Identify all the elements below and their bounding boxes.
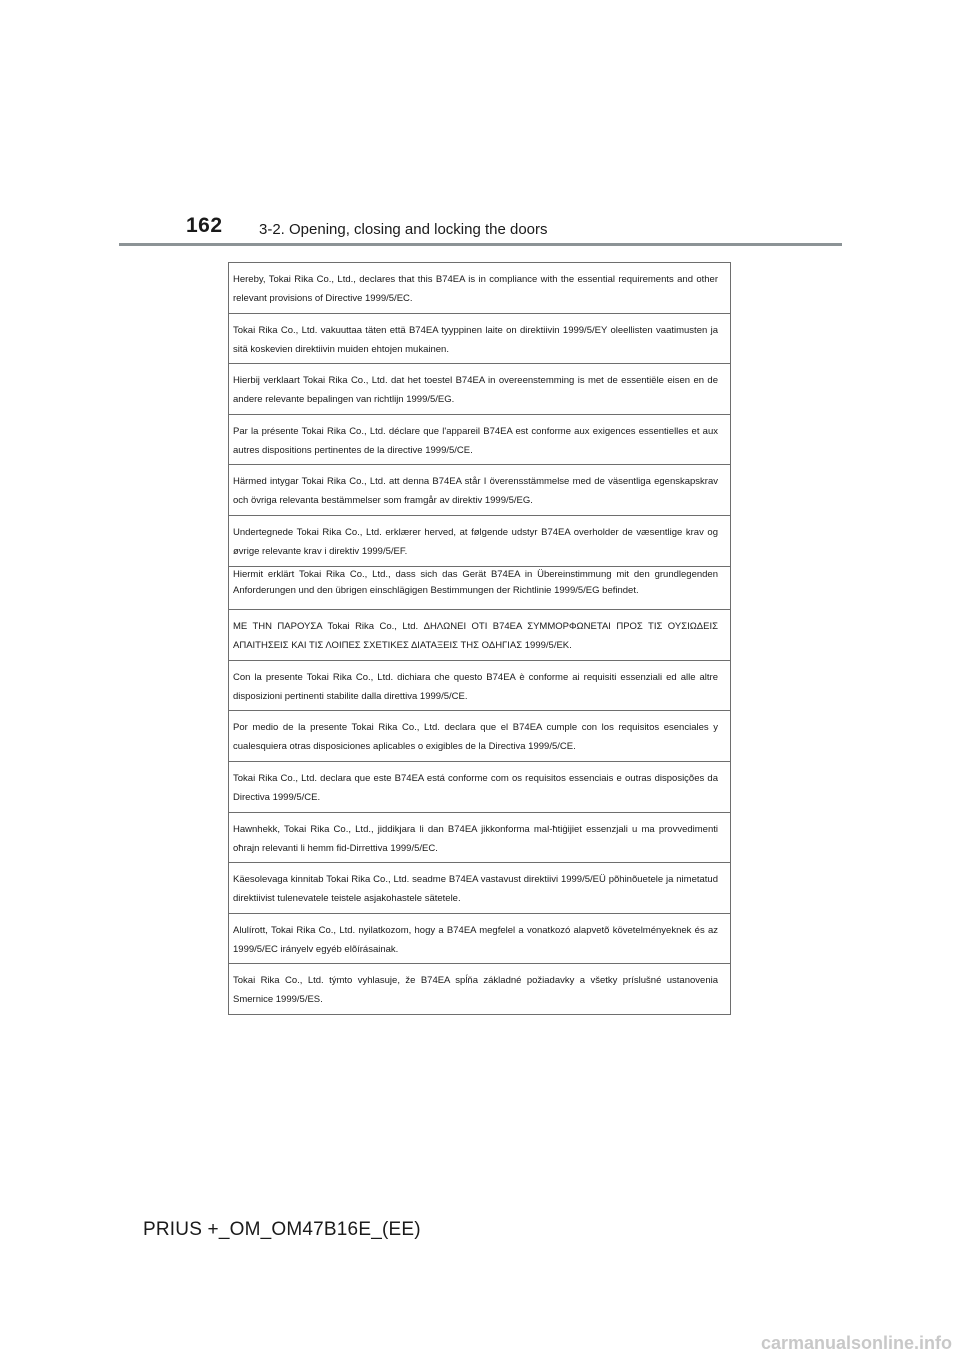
declaration-swedish: Härmed intygar Tokai Rika Co., Ltd. att denna B74EA står I överensstämmelse med de väsentliga egenskapskrav och övriga relevanta bestämmelser som framgår av direktiv 1999/5/EG. (229, 464, 730, 515)
manual-code: PRIUS +_OM_OM47B16E_(EE) (143, 1219, 421, 1240)
watermark: carmanualsonline.info (760, 1333, 952, 1353)
declaration-spanish: Por medio de la presente Tokai Rika Co., Ltd. declara que el B74EA cumple con los requisitos esenciales y cualesquiera otras disposiciones aplicables o exigibles de la Directiva 1999/5/CE. (229, 710, 730, 761)
header-rule (119, 243, 842, 246)
declaration-italian: Con la presente Tokai Rika Co., Ltd. dichiara che questo B74EA è conforme ai requisiti essenziali ed alle altre disposizioni pertinenti stabilite dalla direttiva 1999/5/CE. (229, 660, 730, 711)
section-title: 3-2. Opening, closing and locking the doors (259, 221, 548, 238)
declaration-danish: Undertegnede Tokai Rika Co., Ltd. erklærer herved, at følgende udstyr B74EA overholder de væsentlige krav og øvrige relevante krav i direktiv 1999/5/EF. (229, 515, 730, 566)
declaration-table (228, 262, 731, 1015)
declaration-english: Hereby, Tokai Rika Co., Ltd., declares that this B74EA is in compliance with the essential requirements and other relevant provisions of Directive 1999/5/EC. (233, 274, 718, 304)
declaration-german: Hiermit erklärt Tokai Rika Co., Ltd., dass sich das Gerät B74EA in Übereinstimmung mit den grundlegenden Anforderungen und den übrigen einschlägigen Bestimmungen der Richtlinie 1999/5/EG befindet. (229, 566, 730, 610)
declaration-slovak: Tokai Rika Co., Ltd. týmto vyhlasuje, že B74EA spĺňa základné požiadavky a všetky príslušné ustanovenia Smernice 1999/5/ES. (229, 963, 730, 1014)
declaration-dutch: Hierbij verklaart Tokai Rika Co., Ltd. dat het toestel B74EA in overeenstemming is met de essentiële eisen en de andere relevante bepalingen van richtlijn 1999/5/EG. (229, 363, 730, 414)
declaration-estonian: Käesolevaga kinnitab Tokai Rika Co., Ltd. seadme B74EA vastavust direktiivi 1999/5/EÜ põhinõuetele ja nimetatud direktiivist tulenevatele teistele asjakohastele sätetele. (229, 862, 730, 913)
declaration-french: Par la présente Tokai Rika Co., Ltd. déclare que l'appareil B74EA est conforme aux exigences essentielles et aux autres dispositions pertinentes de la directive 1999/5/CE. (229, 414, 730, 465)
declaration-hungarian: Alulírott, Tokai Rika Co., Ltd. nyilatkozom, hogy a B74EA megfelel a vonatkozó alapvetõ követelményeknek és az 1999/5/EC irányelv egyéb elõírásainak. (229, 913, 730, 964)
declaration-maltese: Hawnhekk, Tokai Rika Co., Ltd., jiddikjara li dan B74EA jikkonforma mal-ħtiġijiet essenzjali u ma provvedimenti oħrajn relevanti li hemm fid-Dirrettiva 1999/5/EC. (229, 812, 730, 863)
page-number: 162 (186, 214, 223, 237)
declaration-finnish: Tokai Rika Co., Ltd. vakuuttaa täten että B74EA tyyppinen laite on direktiivin 1999/5/EY oleellisten vaatimusten ja sitä koskevien direktiivin muiden ehtojen mukainen. (229, 313, 730, 364)
declaration-portuguese: Tokai Rika Co., Ltd. declara que este B74EA está conforme com os requisitos essenciais e outras disposições da Directiva 1999/5/CE. (229, 761, 730, 812)
declaration-greek: ΜΕ ΤΗΝ ΠΑΡΟΥΣΑ Tokai Rika Co., Ltd. ΔΗΛΩΝΕΙ ΟΤΙ B74EA ΣΥΜΜΟΡΦΩΝΕΤΑΙ ΠΡΟΣ ΤΙΣ ΟΥΣΙΩΔΕΙΣ ΑΠΑΙΤΗΣΕΙΣ ΚΑΙ ΤΙΣ ΛΟΙΠΕΣ ΣΧΕΤΙΚΕΣ ΔΙΑΤΑΞΕΙΣ ΤΗΣ ΟΔΗΓΙΑΣ 1999/5/ΕΚ. (229, 609, 730, 660)
